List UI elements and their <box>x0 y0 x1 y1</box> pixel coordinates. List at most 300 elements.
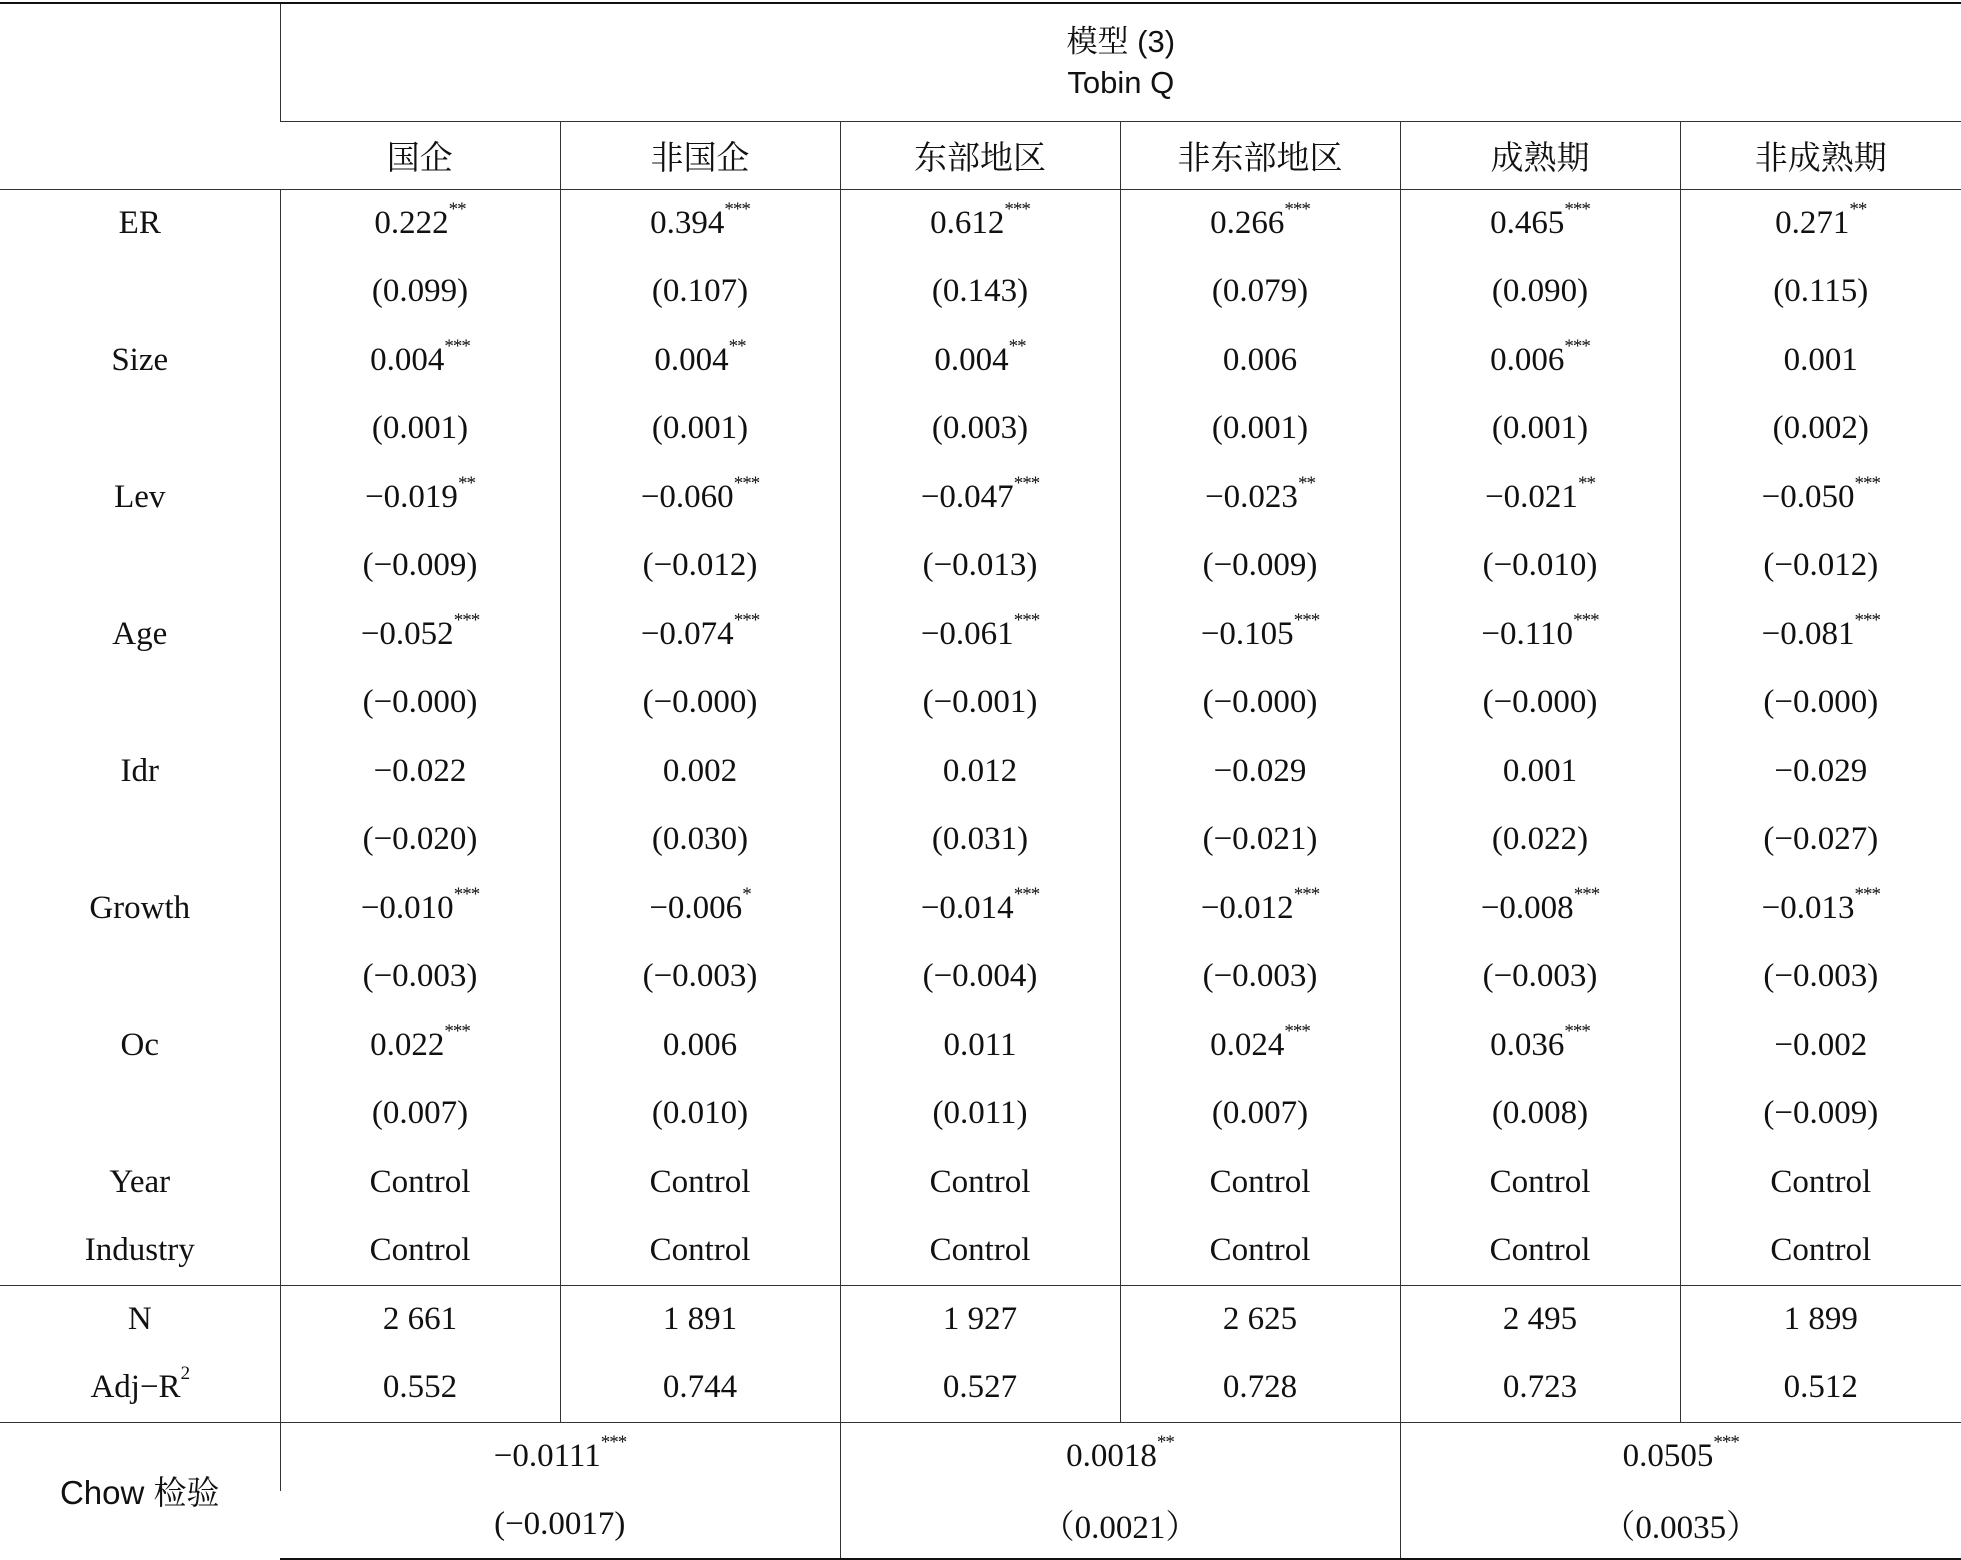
cell-value: −0.008 <box>1480 889 1574 926</box>
table-cell <box>1120 669 1400 738</box>
table-cell <box>1680 1217 1961 1286</box>
table-cell: 0.728 <box>1120 1354 1400 1423</box>
table-cell <box>280 395 560 464</box>
table-cell <box>280 532 560 601</box>
significance-stars: *** <box>1284 1020 1310 1042</box>
table-cell <box>1400 532 1680 601</box>
table-cell <box>1400 1011 1680 1080</box>
significance-stars: *** <box>1013 883 1040 905</box>
cell-value: (0.007) <box>1211 1095 1309 1132</box>
table-cell <box>840 600 1120 669</box>
cell-value: 0.004 <box>654 341 729 378</box>
table-cell <box>1120 737 1400 806</box>
coefficient-row <box>0 1011 1961 1080</box>
table-cell <box>1680 326 1961 395</box>
significance-stars: *** <box>1564 199 1590 220</box>
standard-error-row <box>0 532 1961 601</box>
significance-stars: *** <box>1004 199 1030 220</box>
cell-value: 0.465 <box>1490 205 1565 241</box>
table-cell <box>1680 1011 1961 1080</box>
table-cell <box>1680 1080 1961 1149</box>
label-superscript: 2 <box>180 1363 190 1384</box>
significance-stars: *** <box>453 883 480 905</box>
row-label <box>0 806 280 875</box>
cell-value: (−0.003) <box>362 958 478 995</box>
cell-value: −0.0111 <box>493 1438 601 1474</box>
table-cell <box>840 258 1120 327</box>
significance-stars: * <box>742 883 751 905</box>
cell-value: (0.011) <box>932 1095 1028 1132</box>
significance-stars: ** <box>448 199 466 220</box>
table-cell <box>1120 395 1400 464</box>
table-cell <box>280 258 560 327</box>
cell-value: Control <box>649 1232 751 1268</box>
cell-value: Control <box>369 1232 471 1268</box>
cell-value: (−0.003) <box>642 958 758 995</box>
significance-stars: *** <box>1284 199 1310 220</box>
table-cell <box>560 1011 840 1080</box>
chow-standard-error: (−0.0017) <box>280 1491 840 1560</box>
table-cell: 1 891 <box>560 1285 840 1354</box>
cell-value: (−0.001) <box>922 684 1038 721</box>
cell-value: Control <box>929 1232 1031 1268</box>
cell-value: 0.004 <box>934 341 1009 378</box>
table-cell <box>560 669 840 738</box>
cell-value: Control <box>1489 1232 1591 1268</box>
table-cell <box>1120 874 1400 943</box>
standard-error-row <box>0 258 1961 327</box>
table-cell <box>1680 806 1961 875</box>
cell-value: (0.001) <box>651 410 749 447</box>
cell-value: 0.001 <box>1783 341 1858 378</box>
cell-value: (−0.000) <box>362 684 478 721</box>
row-label <box>0 669 280 738</box>
table-cell: 1 899 <box>1680 1285 1961 1354</box>
table-cell <box>840 737 1120 806</box>
table-cell <box>280 806 560 875</box>
cell-value: 0.012 <box>942 752 1018 789</box>
cell-value: −0.023 <box>1205 478 1298 515</box>
table-cell <box>1400 737 1680 806</box>
cell-value: −0.029 <box>1213 752 1307 789</box>
row-label: Year <box>109 1163 171 1200</box>
table-cell <box>1120 258 1400 327</box>
table-cell <box>840 1011 1120 1080</box>
row-label: Oc <box>120 1026 159 1063</box>
table-cell: 2 495 <box>1400 1285 1680 1354</box>
row-label: ER <box>0 189 280 258</box>
table-cell <box>1400 189 1680 258</box>
table-cell <box>840 532 1120 601</box>
table-cell <box>560 463 840 532</box>
cell-value: (−0.000) <box>642 684 758 721</box>
table-cell <box>840 463 1120 532</box>
table-cell <box>840 874 1120 943</box>
table-cell <box>840 326 1120 395</box>
cell-value: Control <box>1489 1163 1591 1200</box>
cell-value: (0.099) <box>371 273 469 310</box>
cell-value: −0.022 <box>373 752 467 789</box>
column-header: 东部地区 <box>840 121 1120 189</box>
significance-stars: *** <box>1293 883 1320 905</box>
cell-value: (−0.004) <box>922 958 1038 995</box>
standard-error-row <box>0 943 1961 1012</box>
cell-value: (0.001) <box>1211 410 1309 447</box>
table-cell <box>1400 395 1680 464</box>
table-cell <box>1680 737 1961 806</box>
row-label: Lev <box>114 478 166 515</box>
cell-value: (0.143) <box>931 273 1029 310</box>
cell-value: −0.052 <box>360 615 454 652</box>
cell-value: −0.074 <box>640 615 734 652</box>
significance-stars: *** <box>444 335 470 357</box>
cell-value: (−0.020) <box>362 821 478 858</box>
cell-value: −0.006 <box>649 889 743 926</box>
cell-value: 0.002 <box>662 752 738 789</box>
cell-value: Control <box>649 1163 751 1200</box>
coefficient-row <box>0 737 1961 806</box>
table-cell <box>560 600 840 669</box>
cell-value: −0.060 <box>640 478 734 515</box>
chow-standard-error: （0.0035） <box>1400 1491 1961 1560</box>
cell-value: 0.036 <box>1490 1026 1565 1063</box>
cell-value: −0.019 <box>365 478 458 515</box>
table-cell <box>1400 326 1680 395</box>
significance-stars: *** <box>1564 335 1590 357</box>
cell-value: (−0.009) <box>362 547 478 584</box>
cell-value: Control <box>369 1163 471 1200</box>
cell-value: (0.003) <box>931 410 1029 447</box>
table-cell <box>560 189 840 258</box>
significance-stars: ** <box>1156 1432 1174 1453</box>
table-cell <box>1120 326 1400 395</box>
chow-test-label: Chow 检验 <box>0 1422 280 1559</box>
cell-value: Control <box>1209 1232 1311 1268</box>
cell-value: (−0.021) <box>1202 821 1318 858</box>
chow-test-row <box>0 1422 1961 1491</box>
table-cell <box>560 532 840 601</box>
cell-value: −0.047 <box>920 478 1014 515</box>
statistics-row <box>0 1285 1961 1354</box>
dependent-variable-label: Tobin Q <box>1067 65 1175 101</box>
table-cell <box>1680 669 1961 738</box>
row-label: Growth <box>89 889 191 926</box>
significance-stars: *** <box>724 199 750 220</box>
table-cell <box>1120 600 1400 669</box>
cell-value: (0.002) <box>1772 410 1869 447</box>
table-cell: 0.527 <box>840 1354 1120 1423</box>
standard-error-row <box>0 806 1961 875</box>
cell-value: −0.013 <box>1761 889 1855 926</box>
significance-stars: *** <box>444 1020 470 1042</box>
table-cell <box>280 463 560 532</box>
cell-value: 0.266 <box>1210 205 1285 241</box>
cell-value: 0.006 <box>662 1026 738 1063</box>
table-cell: 2 661 <box>280 1285 560 1354</box>
table-cell <box>1400 806 1680 875</box>
row-label <box>0 943 280 1012</box>
row-label <box>0 258 280 327</box>
significance-stars: ** <box>1008 335 1026 357</box>
table-cell <box>280 600 560 669</box>
table-cell <box>1120 806 1400 875</box>
cell-value: (−0.009) <box>1202 547 1318 584</box>
table-cell <box>1400 1080 1680 1149</box>
table-cell <box>1680 600 1961 669</box>
table-cell <box>1680 943 1961 1012</box>
cell-value: (−0.009) <box>1763 1095 1879 1132</box>
table-cell <box>280 1011 560 1080</box>
table-cell <box>1400 463 1680 532</box>
coefficient-row <box>0 1217 1961 1286</box>
significance-stars: *** <box>1573 609 1599 631</box>
significance-stars: *** <box>733 472 760 494</box>
table-cell <box>560 258 840 327</box>
column-header: 非成熟期 <box>1680 121 1961 189</box>
regression-table <box>0 2 1961 1560</box>
cell-value: 0.394 <box>650 205 725 241</box>
row-label: Age <box>112 615 168 652</box>
standard-error-row <box>0 395 1961 464</box>
table-cell <box>840 669 1120 738</box>
cell-value: Control <box>1770 1232 1872 1268</box>
significance-stars: ** <box>1849 199 1867 220</box>
table-cell <box>280 1217 560 1286</box>
coefficient-row <box>0 874 1961 943</box>
row-label <box>0 1354 280 1423</box>
row-label: Idr <box>120 752 159 789</box>
cell-value: (−0.003) <box>1482 958 1598 995</box>
cell-value: 0.0505 <box>1622 1438 1714 1474</box>
cell-value: (0.079) <box>1211 273 1309 310</box>
table-cell <box>1680 189 1961 258</box>
cell-value: (0.001) <box>371 410 469 447</box>
cell-value: 0.0018 <box>1066 1438 1157 1474</box>
table-cell <box>1680 1148 1961 1217</box>
table-cell <box>560 395 840 464</box>
cell-value: (−0.010) <box>1482 547 1598 584</box>
row-label <box>0 395 280 464</box>
significance-stars: *** <box>1564 1020 1590 1042</box>
cell-value: −0.105 <box>1200 615 1294 652</box>
table-cell <box>840 1080 1120 1149</box>
cell-value: (−0.012) <box>642 547 758 584</box>
table-cell: 0.512 <box>1680 1354 1961 1423</box>
table-cell <box>560 1217 840 1286</box>
table-cell <box>1400 1148 1680 1217</box>
table-cell <box>280 669 560 738</box>
table-cell <box>1680 874 1961 943</box>
significance-stars: *** <box>1573 883 1600 905</box>
table-cell <box>1400 874 1680 943</box>
cell-value: 0.011 <box>943 1026 1017 1063</box>
table-cell <box>1120 532 1400 601</box>
table-cell <box>560 806 840 875</box>
table-cell <box>280 1080 560 1149</box>
significance-stars: *** <box>1854 472 1880 494</box>
cell-value: (0.022) <box>1491 821 1589 858</box>
coefficient-row <box>0 463 1961 532</box>
table-cell <box>560 737 840 806</box>
cell-value: 0.612 <box>930 205 1005 241</box>
chow-coefficient <box>1400 1422 1961 1491</box>
table-cell <box>840 1148 1120 1217</box>
cell-value: −0.010 <box>360 889 454 926</box>
table-cell <box>560 943 840 1012</box>
significance-stars: ** <box>457 472 475 494</box>
cell-value: −0.021 <box>1485 478 1578 515</box>
table-cell <box>1400 258 1680 327</box>
table-cell <box>1120 1080 1400 1149</box>
cell-value: (−0.012) <box>1763 547 1879 584</box>
chow-test-se-row <box>0 1491 1961 1560</box>
significance-stars: *** <box>1013 609 1040 631</box>
table-cell <box>840 943 1120 1012</box>
significance-stars: *** <box>1854 609 1880 631</box>
cell-value: (0.107) <box>651 273 749 310</box>
table-cell <box>840 395 1120 464</box>
cell-value: Control <box>929 1163 1031 1200</box>
significance-stars: *** <box>453 609 480 631</box>
column-header: 非东部地区 <box>1120 121 1400 189</box>
cell-value: (−0.000) <box>1482 684 1598 721</box>
cell-value: (0.007) <box>371 1095 469 1132</box>
table-cell <box>1680 258 1961 327</box>
cell-value: (−0.027) <box>1763 821 1879 858</box>
table-cell <box>1680 395 1961 464</box>
cell-value: 0.022 <box>370 1026 445 1063</box>
standard-error-row <box>0 1080 1961 1149</box>
cell-value: (0.010) <box>651 1095 749 1132</box>
column-header: 成熟期 <box>1400 121 1680 189</box>
column-header: 非国企 <box>560 121 840 189</box>
table-cell <box>840 1217 1120 1286</box>
cell-value: Control <box>1209 1163 1311 1200</box>
chow-standard-error: （0.0021） <box>840 1491 1400 1560</box>
coefficient-row <box>0 600 1961 669</box>
cell-value: −0.002 <box>1774 1026 1868 1063</box>
table-cell <box>840 189 1120 258</box>
table-cell <box>280 189 560 258</box>
cell-value: 0.271 <box>1775 205 1850 241</box>
row-label <box>0 532 280 601</box>
table-cell <box>1120 1217 1400 1286</box>
cell-value: 0.024 <box>1210 1026 1285 1063</box>
cell-value: 0.006 <box>1490 341 1565 378</box>
table-cell <box>560 1080 840 1149</box>
table-cell <box>1680 463 1961 532</box>
cell-value: −0.014 <box>920 889 1014 926</box>
table-cell <box>280 1148 560 1217</box>
table-cell <box>1400 943 1680 1012</box>
cell-value: −0.110 <box>1481 615 1574 652</box>
significance-stars: ** <box>1297 472 1315 494</box>
cell-value: (0.001) <box>1491 410 1589 447</box>
table-cell <box>1400 600 1680 669</box>
header-row-columns <box>0 121 1961 189</box>
cell-value: (0.031) <box>931 821 1029 858</box>
table-cell: 1 927 <box>840 1285 1120 1354</box>
cell-value: (0.090) <box>1491 273 1589 310</box>
table-cell <box>280 326 560 395</box>
cell-value: 0.004 <box>370 341 445 378</box>
cell-value: 0.222 <box>374 205 449 241</box>
cell-value: 0.006 <box>1222 341 1298 378</box>
table-cell <box>1680 532 1961 601</box>
significance-stars: ** <box>1577 472 1595 494</box>
significance-stars: ** <box>728 335 746 357</box>
table-cell <box>1120 1011 1400 1080</box>
chow-coefficient <box>280 1422 840 1491</box>
significance-stars: *** <box>1293 609 1320 631</box>
table-cell <box>840 806 1120 875</box>
cell-value: Control <box>1770 1163 1872 1200</box>
column-header: 国企 <box>280 121 560 189</box>
table-cell: 0.723 <box>1400 1354 1680 1423</box>
table-cell: 0.552 <box>280 1354 560 1423</box>
model-header-cell <box>280 3 1961 121</box>
row-label: Size <box>111 341 169 378</box>
cell-value: (0.030) <box>651 821 749 858</box>
table-cell <box>1120 1148 1400 1217</box>
header-row-model <box>0 3 1961 121</box>
table-cell <box>1120 463 1400 532</box>
model-label: 模型 (3) <box>1066 24 1176 60</box>
table-cell <box>280 943 560 1012</box>
table-cell <box>1120 189 1400 258</box>
row-label: Industry <box>84 1232 195 1268</box>
chow-coefficient <box>840 1422 1400 1491</box>
significance-stars: *** <box>1854 883 1880 905</box>
standard-error-row <box>0 669 1961 738</box>
cell-value: −0.012 <box>1200 889 1294 926</box>
coefficient-row <box>0 189 1961 258</box>
table-cell <box>1120 943 1400 1012</box>
table-cell <box>1400 669 1680 738</box>
cell-value: (−0.000) <box>1202 684 1318 721</box>
header-corner-cell <box>0 3 280 189</box>
row-label-text: Adj−R <box>90 1369 181 1405</box>
table-cell <box>1400 1217 1680 1286</box>
cell-value: (−0.013) <box>922 547 1038 584</box>
significance-stars: *** <box>1013 472 1040 494</box>
coefficient-row <box>0 1148 1961 1217</box>
table-cell <box>560 326 840 395</box>
row-label <box>0 1285 280 1354</box>
cell-value: −0.029 <box>1774 752 1868 789</box>
statistics-row <box>0 1354 1961 1423</box>
table-body <box>0 3 1961 1559</box>
significance-stars: *** <box>733 609 760 631</box>
cell-value: −0.061 <box>920 615 1014 652</box>
cell-value: (0.008) <box>1491 1095 1589 1132</box>
coefficient-row <box>0 326 1961 395</box>
cell-value: (−0.000) <box>1763 684 1879 721</box>
row-label-text: N <box>127 1301 152 1337</box>
cell-value: −0.081 <box>1761 615 1855 652</box>
table-cell <box>280 737 560 806</box>
cell-value: (−0.003) <box>1763 958 1879 995</box>
table-cell <box>280 874 560 943</box>
cell-value: −0.050 <box>1761 478 1855 515</box>
table-cell <box>560 1148 840 1217</box>
table-cell: 0.744 <box>560 1354 840 1423</box>
cell-value: 0.001 <box>1502 752 1578 789</box>
table-cell <box>560 874 840 943</box>
row-label <box>0 1080 280 1149</box>
significance-stars: *** <box>1713 1432 1739 1453</box>
significance-stars: *** <box>600 1432 627 1453</box>
